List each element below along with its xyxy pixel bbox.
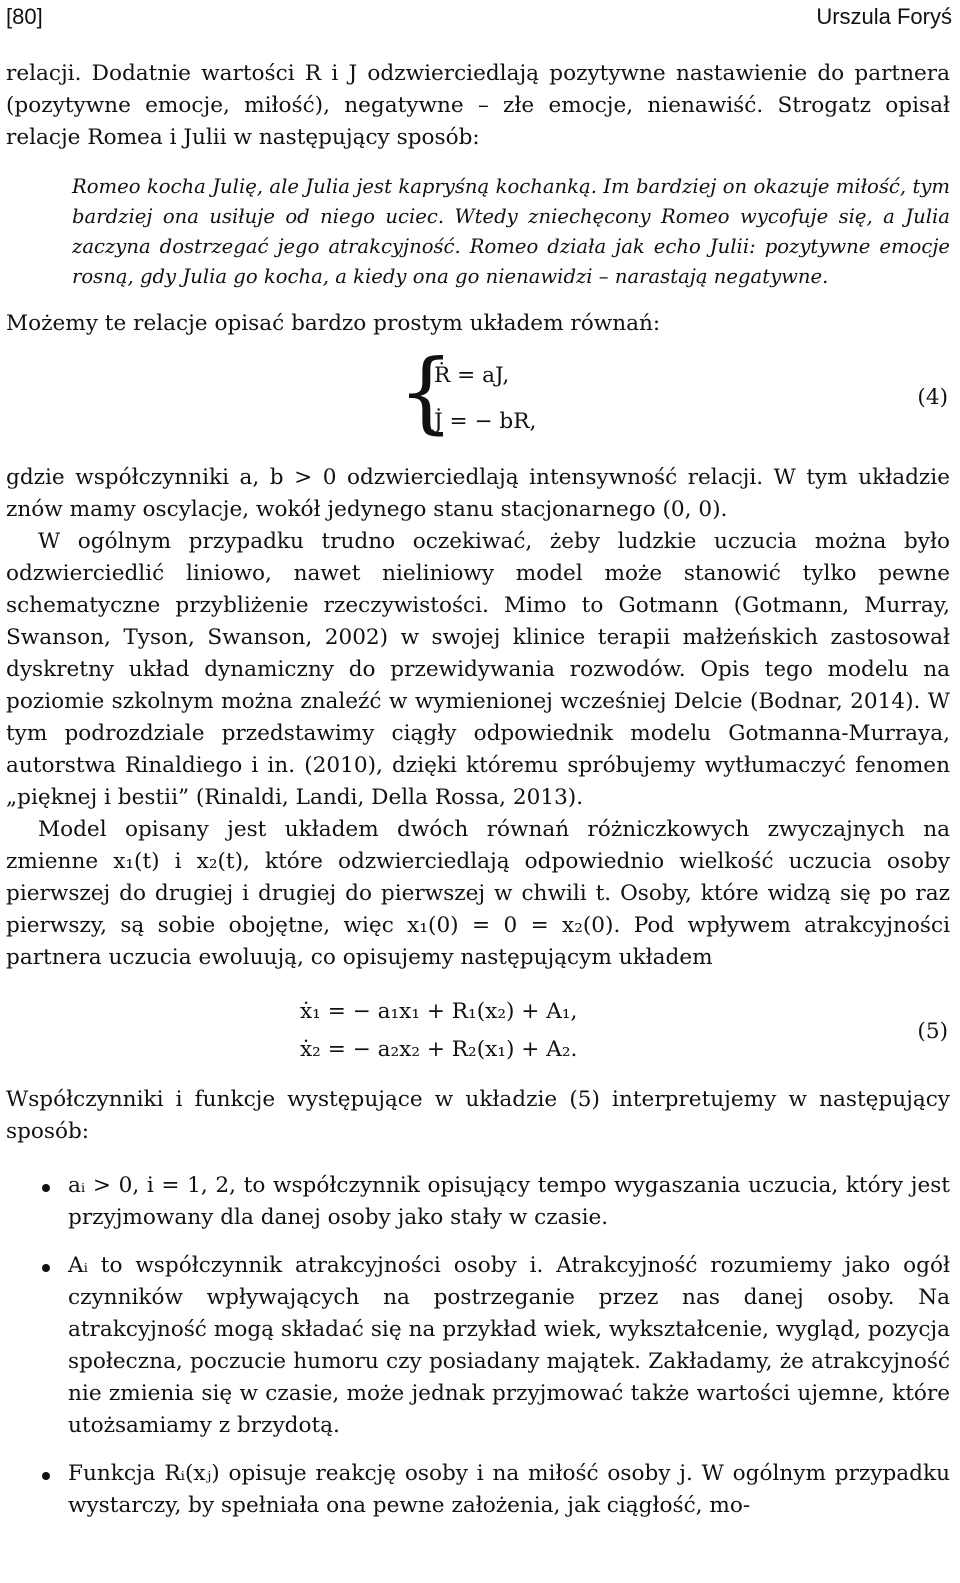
equation-4 [6,340,950,444]
list-item [6,1458,950,1522]
list-item-text: aᵢ > 0, i = 1, 2, to współczynnik opisujący tempo wygaszania uczucia, który jest przyjmowany dla danej osoby jako stały w czasie. [68,1173,950,1230]
main-text [6,58,950,1538]
paragraph: relacji. Dodatnie wartości R i J odzwierciedlają pozytywne nastawienie do partnera (pozytywne emocje, miłość), negatywne – złe emocje, nienawiść. Strogatz opisał relacje Romea i Julii w następujący sposób: [6,61,950,150]
list-item [6,1170,950,1234]
equation-number: (4) [917,385,948,410]
equation-line: ẋ₂ = − a₂x₂ + R₂(x₁) + A₂. [300,1037,578,1062]
bullet-icon [42,1184,50,1192]
page-number: [80] [6,4,43,29]
paragraph: W ogólnym przypadku trudno oczekiwać, żeby ludzkie uczucia można było odzwierciedlić liniowo, nawet nieliniowy model może stanowić tylko pewne schematyczne przybliżenie rzeczywistości. Mimo to Gotmann (Gotmann, Murray, Swanson, Tyson, Swanson, 2002) w swojej klinice terapii małżeńskich zastosował dyskretny układ dynamiczny do przewidywania rozwodów. Opis tego modelu na poziomie szkolnym można znaleźć w wymienionej wcześniej Delcie (Bodnar, 2014). W tym podrozdziale przedstawimy ciągły odpowiednik modelu Gotmanna-Murraya, autorstwa Rinaldiego i in. (2010), dzięki któremu spróbujemy wytłumaczyć fenomen „pięknej i bestii” (Rinaldi, Landi, Della Rossa, 2013). [6,529,950,810]
paragraph: Możemy te relacje opisać bardzo prostym układem równań: [6,311,661,336]
bullet-icon [42,1472,50,1480]
running-header [6,2,952,38]
paragraph: Współczynniki i funkcje występujące w układzie (5) interpretujemy w następujący sposób: [6,1087,950,1144]
block-quote: Romeo kocha Julię, ale Julia jest kapryśną kochanką. Im bardziej on okazuje miłość, tym bardziej ona usiłuje od niego uciec. Wtedy zniechęcony Romeo wycofuje się, a Julia zaczyna dostrzegać jego atrakcyjność. Romeo działa jak echo Julii: pozytywne emocje rosną, gdy Julia go kocha, a kiedy ona go nienawidzi – narastają negatywne. [72,175,950,288]
paragraph: gdzie współczynniki a, b > 0 odzwierciedlają intensywność relacji. W tym układzie znów mamy oscylacje, wokół jedynego stanu stacjonarnego (0, 0). [6,465,950,522]
equation-line: J̇ = − bR, [434,409,537,434]
paragraph: Model opisany jest układem dwóch równań różniczkowych zwyczajnych na zmienne x₁(t) i x₂(t), które odzwierciedlają odpowiednio wielkość uczucia osoby pierwszej do drugiej i drugiej do pierwszej w chwili t. Osoby, które widzą się po raz pierwszy, są sobie obojętne, więc x₁(0) = 0 = x₂(0). Pod wpływem atrakcyjności partnera uczucia ewoluują, co opisujemy następującym układem [6,817,950,970]
equation-line: Ṙ = aJ, [434,363,510,388]
left-brace: { [398,340,454,443]
bullet-list [6,1170,950,1522]
bullet-icon [42,1264,50,1272]
list-item-text: Funkcja Rᵢ(xⱼ) opisuje reakcję osoby i na miłość osoby j. W ogólnym przypadku wystarczy, by spełniała ona pewne założenia, jak ciągłość, mo- [68,1461,950,1518]
equation-number: (5) [917,1019,948,1044]
list-item [6,1250,950,1442]
list-item-text: Aᵢ to współczynnik atrakcyjności osoby i. Atrakcyjność rozumiemy jako ogół czynników wpływających na postrzeganie przez nas danej osoby. Na atrakcyjność mogą składać się na przykład wiek, wykształcenie, wygląd, pozycja społeczna, poczucie humoru czy posiadany majątek. Zakładamy, że atrakcyjność nie zmienia się w czasie, może jednak przyjmować także wartości ujemne, które utożsamiamy z brzydotą. [68,1253,950,1438]
running-author: Urszula Foryś [816,4,952,29]
equation-5 [6,992,950,1070]
equation-line: ẋ₁ = − a₁x₁ + R₁(x₂) + A₁, [300,999,578,1024]
